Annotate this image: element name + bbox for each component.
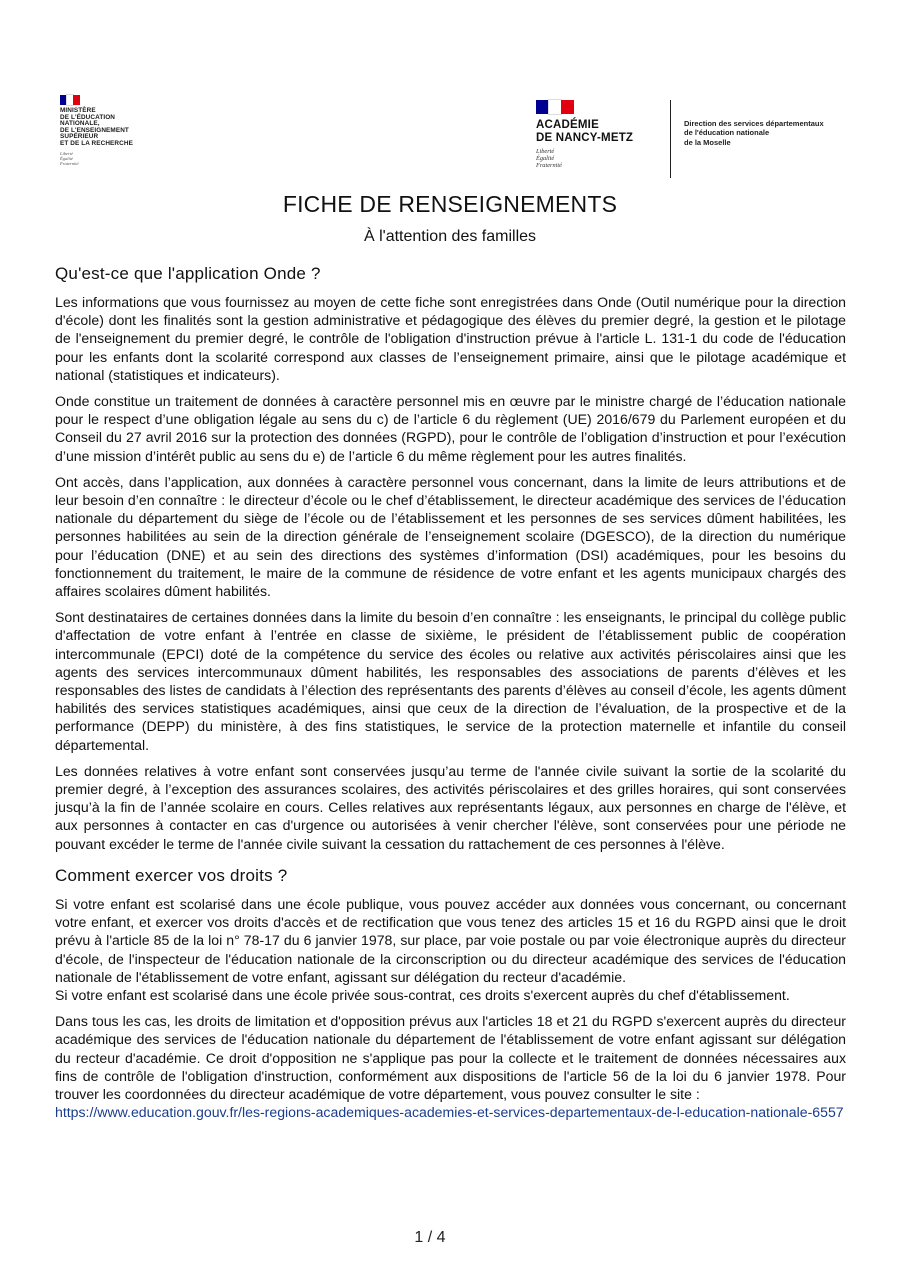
section-heading-rights: Comment exercer vos droits ? [55, 865, 288, 885]
paragraph: Ont accès, dans l’application, aux données à caractère personnel vous concernant, dans la limite de leurs attributions et de leur besoin d’en connaître : le directeur d’école ou le chef d’établissement, le directeur académique des services de l’éducation nationale du département du siège de l’école ou de l’établissement et les personnes de ses services dûment habilitées, les personnes habilitées au sein de la direction générale de l’enseignement scolaire (DGESCO), de la direction du numérique pour l’éducation (DNE) et au sein des directions des systèmes d’information (DSI) académiques, pour les besoins du fonctionnement du traitement, le maire de la commune de résidence de votre enfant et les agents municipaux chargés des affaires scolaires dûment habilités. [55, 473, 846, 600]
logo-divider [670, 100, 671, 178]
academy-name: ACADÉMIE DE NANCY-METZ [536, 119, 634, 144]
french-flag-icon [60, 95, 80, 105]
dsden-label: Direction des services départementaux de l'éducation nationale de la Moselle [684, 119, 824, 147]
marianne-flag-icon [536, 100, 574, 114]
ministry-name: MINISTÈRE DE L'ÉDUCATION NATIONALE, DE L'ENSEIGNEMENT SUPÉRIEUR ET DE LA RECHERCHE [60, 107, 133, 147]
ministry-motto: Liberté Égalité Fraternité [60, 150, 79, 166]
page-number: 1 / 4 [414, 1229, 446, 1246]
page-title: FICHE DE RENSEIGNEMENTS [282, 191, 618, 217]
document-body [55, 264, 846, 1121]
ministry-logo [60, 95, 155, 166]
paragraph: Sont destinataires de certaines données dans la limite du besoin d’en connaître : les enseignants, le principal du collège public d'affectation de votre enfant à l’entrée en classe de sixième, le président de l’établissement public de coopération intercommunale (EPCI) doté de la compétence du service des écoles ou relative aux activités périscolaires ainsi que les agents des services intercommunaux dûment habilités, les responsables des associations de parents d’élèves et les responsables des listes de candidats à l’élection des représentants des parents d’élèves au conseil d’école, les agents dûment habilités des services statistiques académiques, ainsi que ceux de la direction de l’évaluation, de la prospective et de la performance (DEPP) du ministère, à des fins statistiques, le service de la protection maternelle et infantile du conseil départemental. [55, 609, 846, 753]
paragraph: Onde constitue un traitement de données à caractère personnel mis en œuvre par le ministre chargé de l’éducation nationale pour le respect d’une obligation légale au sens du c) de l’article 6 du règlement (UE) 2016/679 du Parlement européen et du Conseil du 27 avril 2016 sur la protection des données (RGPD), pour le contrôle de l’obligation d’instruction et pour l’exécution d’une mission d’intérêt public au sens du e) de l’article 6 du même règlement pour les autres finalités. [55, 393, 846, 464]
paragraph: Les données relatives à votre enfant sont conservées jusqu’au terme de l'année civile suivant la sortie de la scolarité du premier degré, à l’exception des assurances scolaires, des activités périscolaires et des grilles horaires, qui sont conservées jusqu’à la fin de l’année scolaire en cours. Celles relatives aux représentants légaux, aux personnes en charge de l'élève, et aux personnes à contacter en cas d'urgence ou autorisées à venir chercher l'élève, sont conservées pour une période ne pouvant excéder le terme de l'année civile suivant la cessation du rattachement de ces personnes à l'élève. [55, 762, 846, 852]
paragraph: Les informations que vous fournissez au moyen de cette fiche sont enregistrées dans Onde (Outil numérique pour la direction d'école) dont les finalités sont la gestion administrative et pédagogique des élèves du premier degré, la gestion et le pilotage de l'enseignement du premier degré, le contrôle de l'obligation d'instruction prévue à l'article L. 131-1 du code de l'éducation pour les enfants dont la scolarité correspond aux classes de l’enseignement primaire, ainsi que le pilotage académique et national (statistiques et indicateurs). [55, 294, 846, 383]
page-subtitle: À l'attention des familles [363, 228, 537, 245]
section-heading-onde: Qu'est-ce que l'application Onde ? [55, 264, 321, 283]
academy-motto: Liberté Égalité Fraternité [536, 148, 562, 170]
paragraph: Dans tous les cas, les droits de limitation et d'opposition prévus aux l'articles 18 et 21 du RGPD s'exercent auprès du directeur académique des services de l'éducation nationale du département de l'établissement de votre enfant agissant sur délégation du recteur d'académie. Ce droit d'opposition ne s'applique pas pour la collecte et le traitement de données nécessaires aux fins de contrôle de l'obligation d'instruction, conformément aux dispositions de l'article 56 de la loi du 6 janvier 1978. Pour trouver les coordonnées du directeur académique de votre département, vous pouvez consulter le site : [55, 1013, 846, 1102]
academy-logo-block [536, 100, 846, 178]
academies-link[interactable]: https://www.education.gouv.fr/les-regions-academiques-academies-et-services-departementaux-de-l-education-nationale-6557 [55, 1104, 844, 1121]
paragraph: Si votre enfant est scolarisé dans une école privée sous-contrat, ces droits s'exercent auprès du chef d'établissement. [55, 986, 790, 1003]
paragraph: Si votre enfant est scolarisé dans une école publique, vous pouvez accéder aux données vous concernant, ou concernant votre enfant, et exercer vos droits d'accès et de rectification que vous tenez des articles 15 et 16 du RGPD ainsi que le droit prévu à l'article 85 de la loi n° 78-17 du 6 janvier 1978, sur place, par voie postale ou par voie électronique auprès du directeur d'école, de l'inspecteur de l'éducation nationale de la circonscription ou du directeur académique des services de l'éducation nationale de l'établissement de votre enfant, agissant sur délégation du recteur d'académie. [55, 895, 846, 985]
